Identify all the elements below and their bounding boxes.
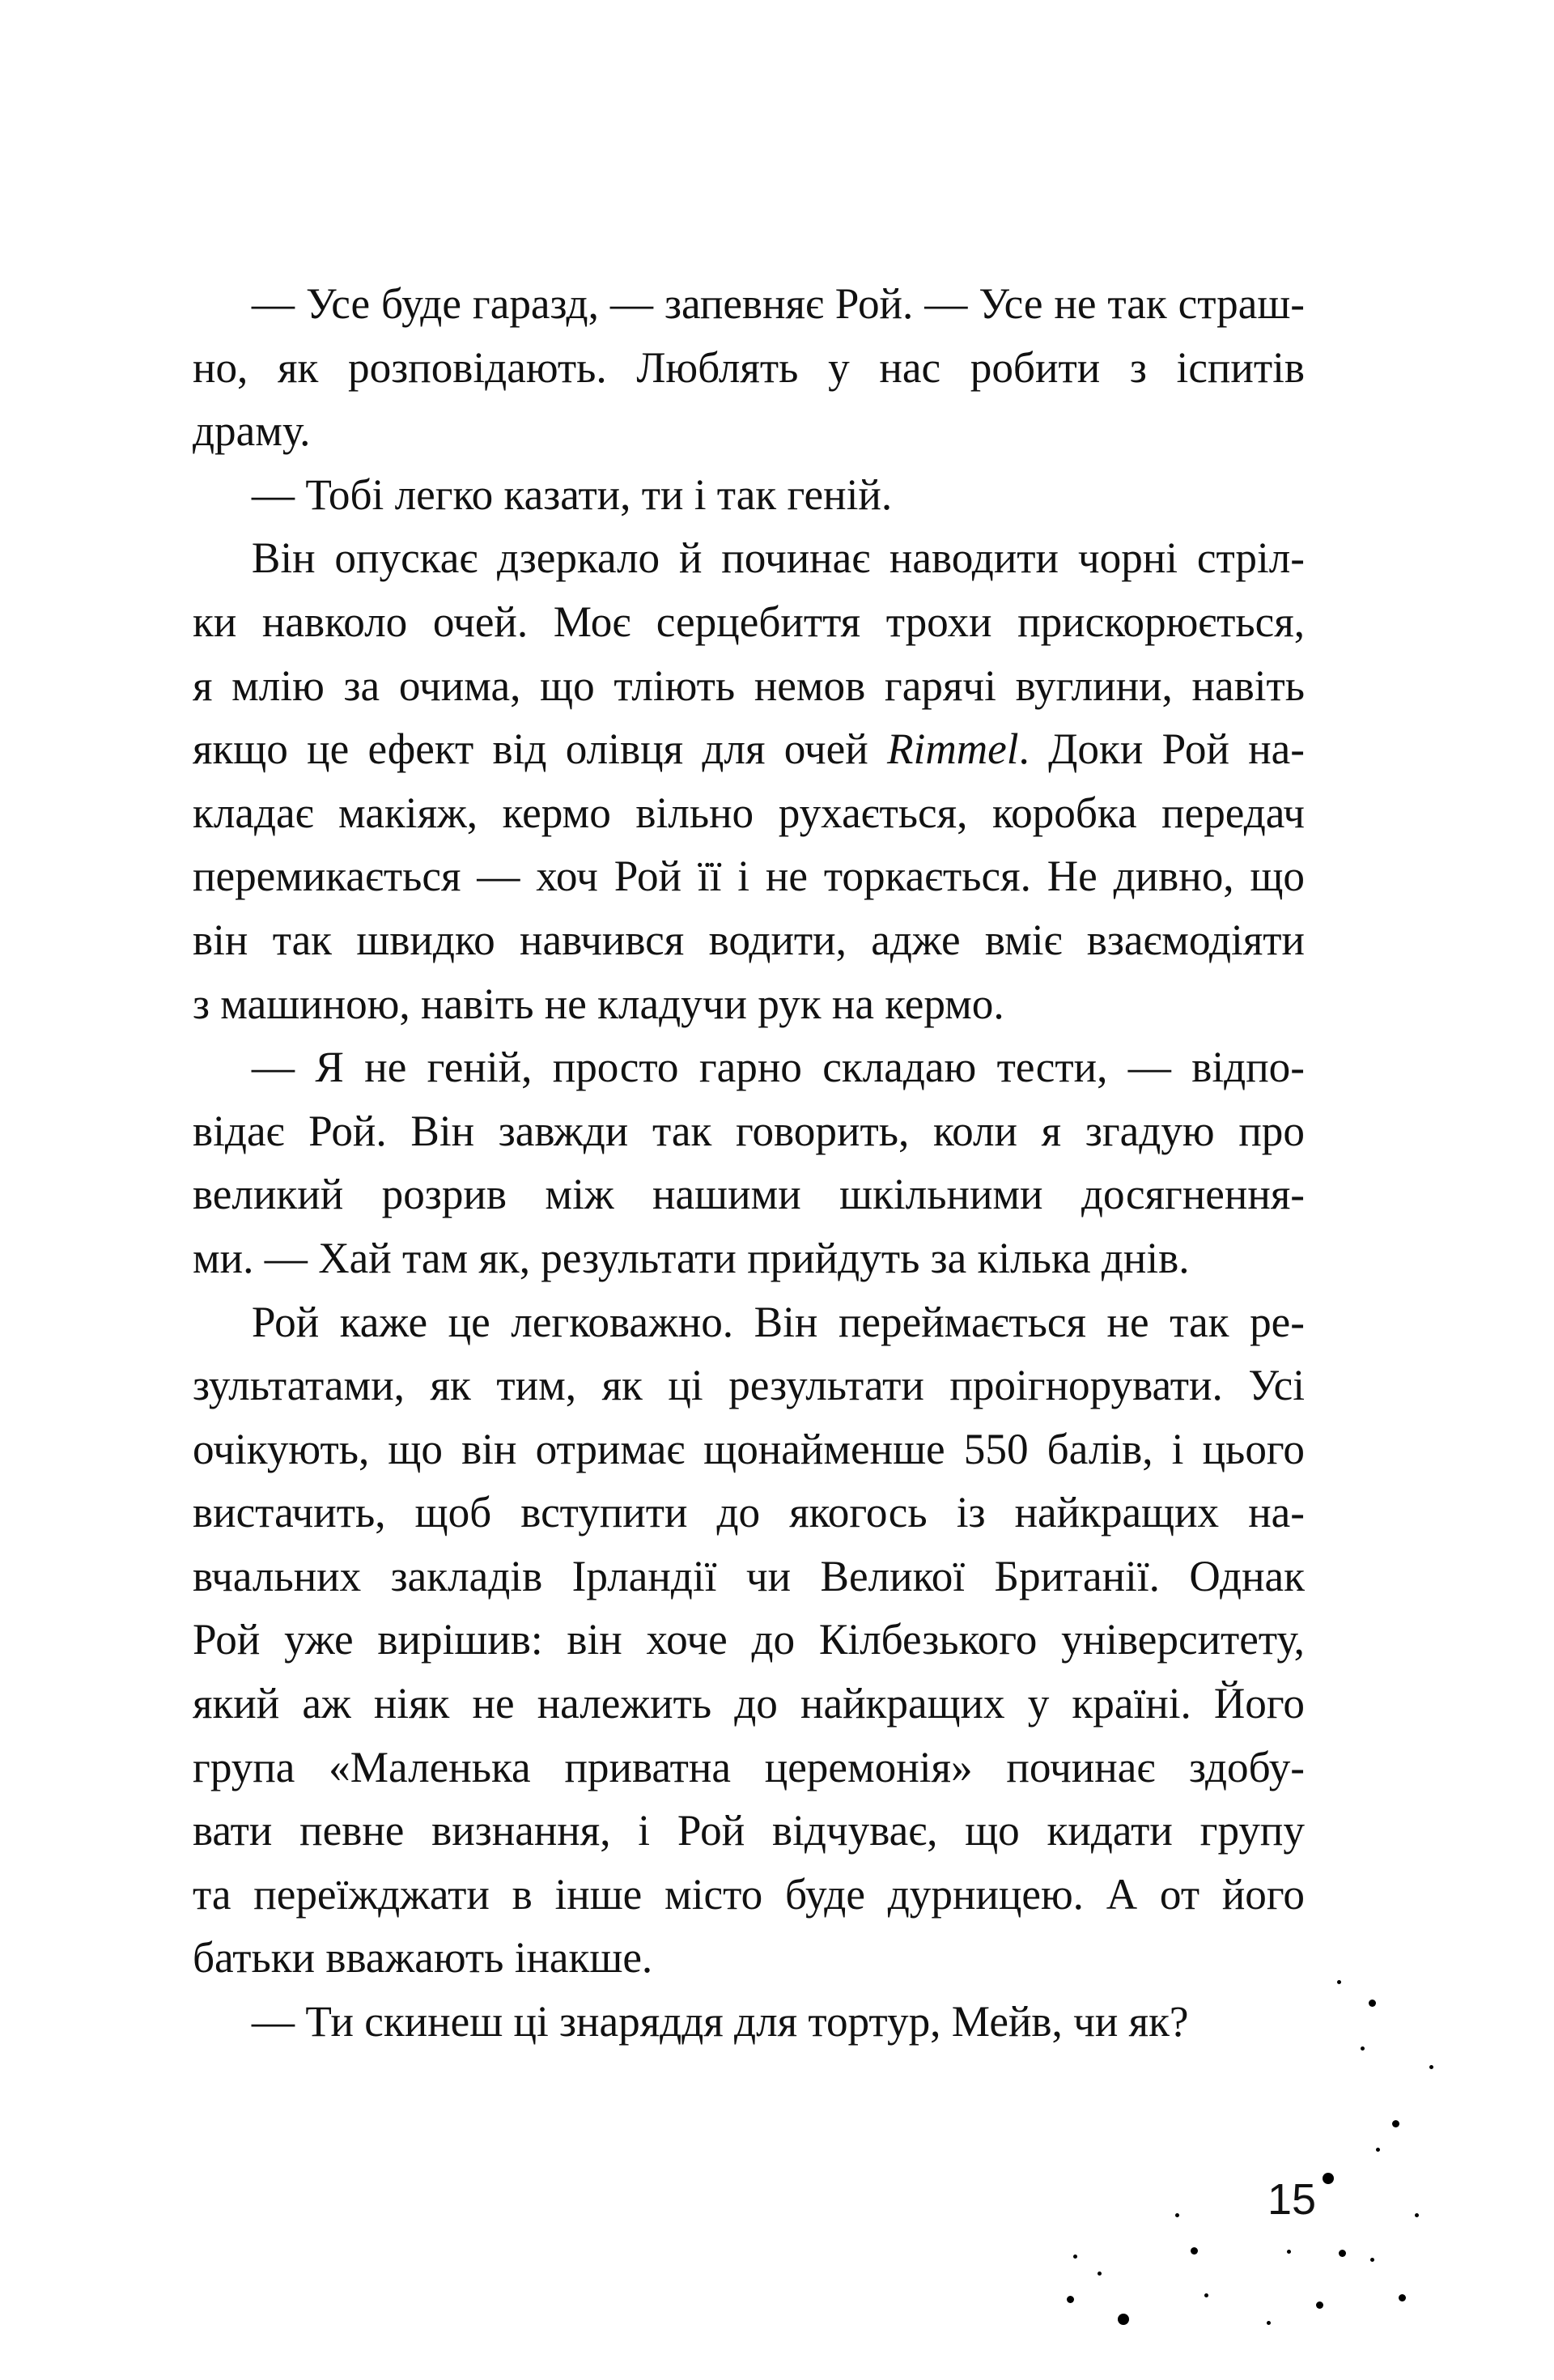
text-line: який аж ніяк не належить до найкращих у країні. Його: [193, 1679, 1305, 1728]
dot-ornament: [1175, 2213, 1179, 2217]
dot-ornament: [1369, 2000, 1376, 2007]
body-text: [193, 272, 1305, 2054]
text-line: Рой каже це легковажно. Він переймається не так ре-: [251, 1297, 1305, 1346]
text-line: з машиною, навіть не кладучи рук на кермо.: [193, 979, 1004, 1028]
text-line: — Я не геній, просто гарно складаю тести, — відпо-: [251, 1043, 1305, 1092]
dot-ornament: [1415, 2213, 1419, 2217]
text-line: зультатами, як тим, як ці результати проігнорувати. Усі: [193, 1361, 1305, 1410]
text-line: вати певне визнання, і Рой відчуває, що кидати групу: [193, 1806, 1305, 1855]
text-line: [193, 717, 1305, 781]
text-segment: . Доки Рой на-: [1018, 725, 1306, 774]
dot-ornament: [1204, 2293, 1208, 2297]
dot-ornament: [1073, 2255, 1077, 2259]
text-line: вистачить, щоб вступити до якогось із найкращих на-: [193, 1488, 1305, 1537]
text-line: но, як розповідають. Люблять у нас робити з іспитів: [193, 342, 1305, 392]
dot-ornament: [1067, 2296, 1074, 2303]
dot-ornament: [1370, 2258, 1374, 2262]
text-line: драму.: [193, 406, 311, 456]
text-line: — Тобі легко казати, ти і так геній.: [251, 470, 893, 519]
brand-name-italic: Rimmel: [887, 725, 1019, 774]
dot-ornament: [1118, 2314, 1129, 2325]
text-line: ки навколо очей. Моє серцебиття трохи прискорюється,: [193, 597, 1305, 646]
dot-ornament: [1376, 2148, 1380, 2152]
dot-ornament: [1361, 2046, 1365, 2051]
dot-ornament: [1191, 2247, 1198, 2255]
text-line: він так швидко навчився водити, адже вміє взаємодіяти: [193, 915, 1305, 964]
text-line: великий розрив між нашими шкільними досягнення-: [193, 1170, 1305, 1219]
dot-ornament: [1399, 2294, 1406, 2301]
text-line: — Ти скинеш ці знаряддя для тортур, Мейв, чи як?: [251, 1997, 1189, 2046]
dot-ornament: [1098, 2272, 1102, 2276]
dot-ornament: [1316, 2301, 1323, 2309]
dot-ornament: [1287, 2250, 1291, 2254]
text-line: кладає макіяж, кермо вільно рухається, коробка передач: [193, 788, 1305, 837]
text-line: очікують, що він отримає щонайменше 550 балів, і цього: [193, 1424, 1305, 1473]
text-line: — Усе буде гаразд, — запевняє Рой. — Усе не так страш-: [251, 279, 1305, 328]
text-line: я млію за очима, що тліють немов гарячі вуглини, навіть: [193, 661, 1305, 710]
text-line: група «Маленька приватна церемонія» починає здобу-: [193, 1742, 1305, 1791]
dot-ornament: [1267, 2321, 1271, 2325]
text-line: та переїжджати в інше місто буде дурницею. А от його: [193, 1869, 1305, 1919]
page-number: 15: [1267, 2175, 1317, 2224]
text-line: відає Рой. Він завжди так говорить, коли я згадую про: [193, 1106, 1305, 1155]
text-line: перемикається — хоч Рой її і не торкається. Не дивно, що: [193, 852, 1305, 901]
dot-ornament: [1337, 1980, 1341, 1984]
dot-ornament: [1323, 2173, 1334, 2184]
dot-ornament: [1392, 2120, 1399, 2127]
dot-ornament: [1339, 2250, 1346, 2257]
text-line: ми. — Хай там як, результати прийдуть за кілька днів.: [193, 1233, 1190, 1282]
text-line: батьки вважають інакше.: [193, 1933, 653, 1983]
text-segment: якщо це ефект від олівця для очей: [193, 725, 888, 774]
dot-ornament: [1429, 2065, 1433, 2069]
text-line: Він опускає дзеркало й починає наводити чорні стріл-: [251, 533, 1305, 583]
text-line: Рой уже вирішив: він хоче до Кілбезького університету,: [193, 1615, 1305, 1664]
text-line: вчальних закладів Ірландії чи Великої Британії. Однак: [193, 1551, 1305, 1600]
